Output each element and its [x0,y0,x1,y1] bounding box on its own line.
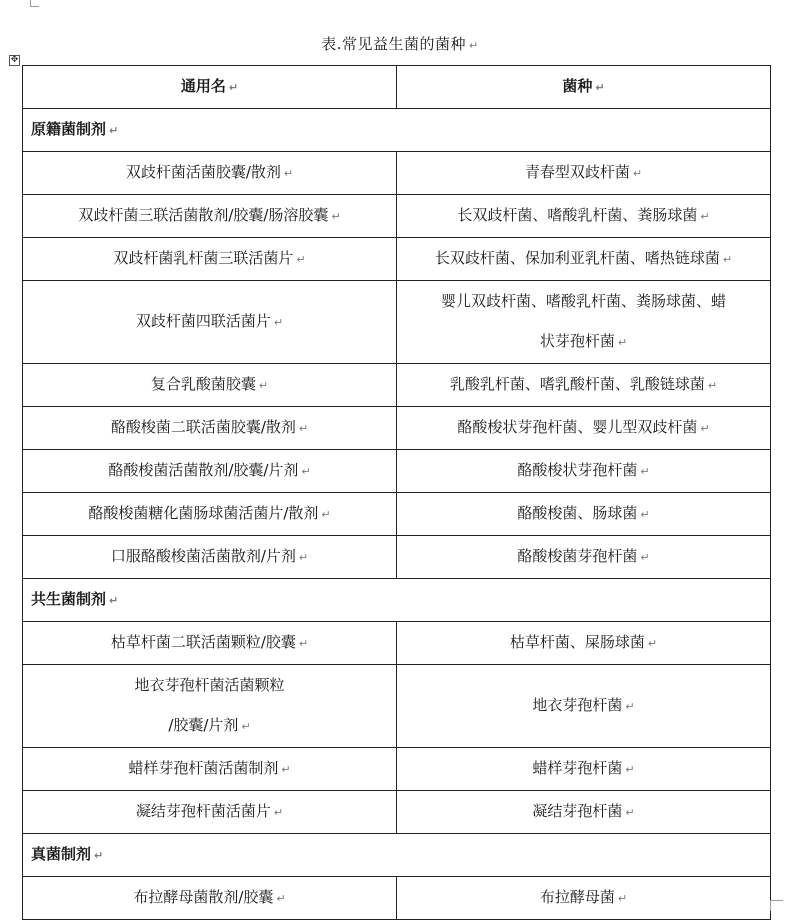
strain-cell [397,364,771,407]
strain-cell [397,748,771,791]
header-strain: 菌种 ↵ [397,66,771,109]
cell-text: 乳酸乳杆菌、嗜乳酸杆菌、乳酸链球菌 [449,375,705,393]
cell-text: 真菌制剂 [31,845,92,863]
paragraph-mark: ↵ [640,465,650,478]
paragraph-mark: ↵ [94,849,104,862]
cell-text: 共生菌制剂 [31,590,107,608]
strain-cell [397,238,771,281]
generic-name-cell [23,791,397,834]
strain-cell [397,877,771,920]
paragraph-mark: ↵ [625,763,635,776]
paragraph-mark: ↵ [301,465,311,478]
cell-text: 酪酸梭菌活菌散剂/胶囊/片剂 [108,461,299,479]
table-row [23,665,771,748]
table-row [23,450,771,493]
paragraph-mark: ↵ [283,167,294,180]
paragraph-mark: ↵ [321,508,331,521]
paragraph-mark: ↵ [298,637,309,650]
paragraph-mark: ↵ [281,763,291,776]
cell-text: 状芽孢杆菌 [539,332,615,350]
header-generic-name: 通用名 ↵ [23,66,397,109]
paragraph-mark: ↵ [276,892,286,905]
cell-text: 蜡样芽孢杆菌活菌制剂 [128,759,279,777]
paragraph-mark: ↵ [625,806,635,819]
paragraph-mark: ↵ [109,594,119,607]
paragraph-mark: ↵ [722,253,733,266]
table-row [23,281,771,364]
section-title [23,834,771,877]
cell-text: 酪酸梭状芽孢杆菌、婴儿型双歧杆菌 [457,418,698,436]
paragraph-mark: ↵ [707,379,718,392]
section-title [23,579,771,622]
cell-text: 酪酸梭菌、肠球菌 [517,504,638,522]
cell-text: 酪酸梭菌糖化菌肠球菌活菌片/散剂 [88,504,319,522]
paragraph-mark: ↵ [331,210,341,223]
section-row [23,834,771,877]
strain-cell [397,281,771,364]
strain-cell [397,152,771,195]
table-row [23,877,771,920]
cell-text: 口服酪酸梭菌活菌散剂/片剂 [110,547,296,565]
strain-cell [397,450,771,493]
table-row [23,407,771,450]
cell-text: 酪酸梭菌二联活菌胶囊/散剂 [110,418,296,436]
section-row [23,579,771,622]
paragraph-mark: ↵ [273,316,284,329]
cell-text: 双歧杆菌乳杆菌三联活菌片 [113,249,294,267]
cell-text: 双歧杆菌活菌胶囊/散剂 [125,163,281,181]
table-row [23,238,771,281]
cell-text: 布拉酵母菌散剂/胶囊 [133,888,274,906]
section-row [23,109,771,152]
generic-name-cell [23,877,397,920]
cell-text: 酪酸梭菌芽孢杆菌 [517,547,638,565]
table-move-handle-icon[interactable]: ✥ [10,55,19,65]
table-row [23,493,771,536]
table-row [23,622,771,665]
paragraph-mark: ↵ [640,551,650,564]
cell-text: 双歧杆菌三联活菌散剂/胶囊/肠溶胶囊 [78,206,329,224]
cell-text: /胶囊/片剂 [168,716,239,734]
cell-text: 青春型双歧杆菌 [524,163,630,181]
paragraph-mark: ↵ [700,210,710,223]
cell-text: 枯草杆菌、屎肠球菌 [509,633,645,651]
paragraph-mark: ↵ [258,379,269,392]
strain-cell [397,622,771,665]
paragraph-mark: ↵ [647,637,658,650]
generic-name-cell [23,665,397,748]
paragraph-mark: ↵ [617,892,628,905]
section-title [23,109,771,152]
generic-name-cell [23,493,397,536]
generic-name-cell [23,238,397,281]
generic-name-cell [23,195,397,238]
cell-text: 长双歧杆菌、保加利亚乳杆菌、嗜热链球菌 [434,249,720,267]
cell-text: 蜡样芽孢杆菌 [532,759,623,777]
generic-name-cell [23,364,397,407]
paragraph-mark: ↵ [617,336,628,349]
paragraph-mark: ↵ [241,720,251,733]
cell-text: 酪酸梭状芽孢杆菌 [517,461,638,479]
cell-text: 地衣芽孢杆菌 [532,696,623,714]
cell-text: 双歧杆菌四联活菌片 [135,312,271,330]
generic-name-cell [23,281,397,364]
table-row [23,195,771,238]
paragraph-mark: ↵ [700,422,710,435]
paragraph-mark: ↵ [469,39,479,52]
cell-text: 凝结芽孢杆菌 [532,802,623,820]
table-row [23,152,771,195]
table-caption [0,33,800,54]
cell-text: 原籍菌制剂 [31,120,107,138]
paragraph-mark: ↵ [640,508,650,521]
cell-text: 复合乳酸菌胶囊 [150,375,256,393]
generic-name-cell [23,450,397,493]
table-row [23,536,771,579]
cell-text: 布拉酵母菌 [539,888,615,906]
caption-text: 表.常见益生菌的菌种 [321,35,467,53]
table-row [23,748,771,791]
generic-name-cell [23,407,397,450]
generic-name-cell [23,748,397,791]
strain-cell [397,791,771,834]
paragraph-mark: ↵ [625,700,635,713]
strain-cell [397,195,771,238]
paragraph-mark: ↵ [296,253,306,266]
table-row [23,791,771,834]
strain-cell [397,493,771,536]
generic-name-cell [23,152,397,195]
paragraph-mark: ↵ [109,124,119,137]
strain-cell [397,536,771,579]
cell-text: 凝结芽孢杆菌活菌片 [135,802,271,820]
generic-name-cell [23,536,397,579]
paragraph-mark: ↵ [273,806,284,819]
paragraph-mark: ↵ [632,167,643,180]
paragraph-mark: ↵ [298,551,309,564]
cell-text: 婴儿双歧杆菌、嗜酸乳杆菌、粪肠球菌、蜡 [440,292,726,310]
table-header-row [23,66,771,109]
page-margin-corner [30,0,39,7]
table-row [23,364,771,407]
paragraph-mark: ↵ [298,422,309,435]
strain-cell [397,407,771,450]
strain-cell [397,665,771,748]
probiotic-strain-table [22,65,771,920]
generic-name-cell [23,622,397,665]
page-margin-corner-bottom [770,900,783,911]
cell-text: 地衣芽孢杆菌活菌颗粒 [134,676,285,694]
cell-text: 枯草杆菌二联活菌颗粒/胶囊 [110,633,296,651]
cell-text: 长双歧杆菌、嗜酸乳杆菌、粪肠球菌 [457,206,698,224]
